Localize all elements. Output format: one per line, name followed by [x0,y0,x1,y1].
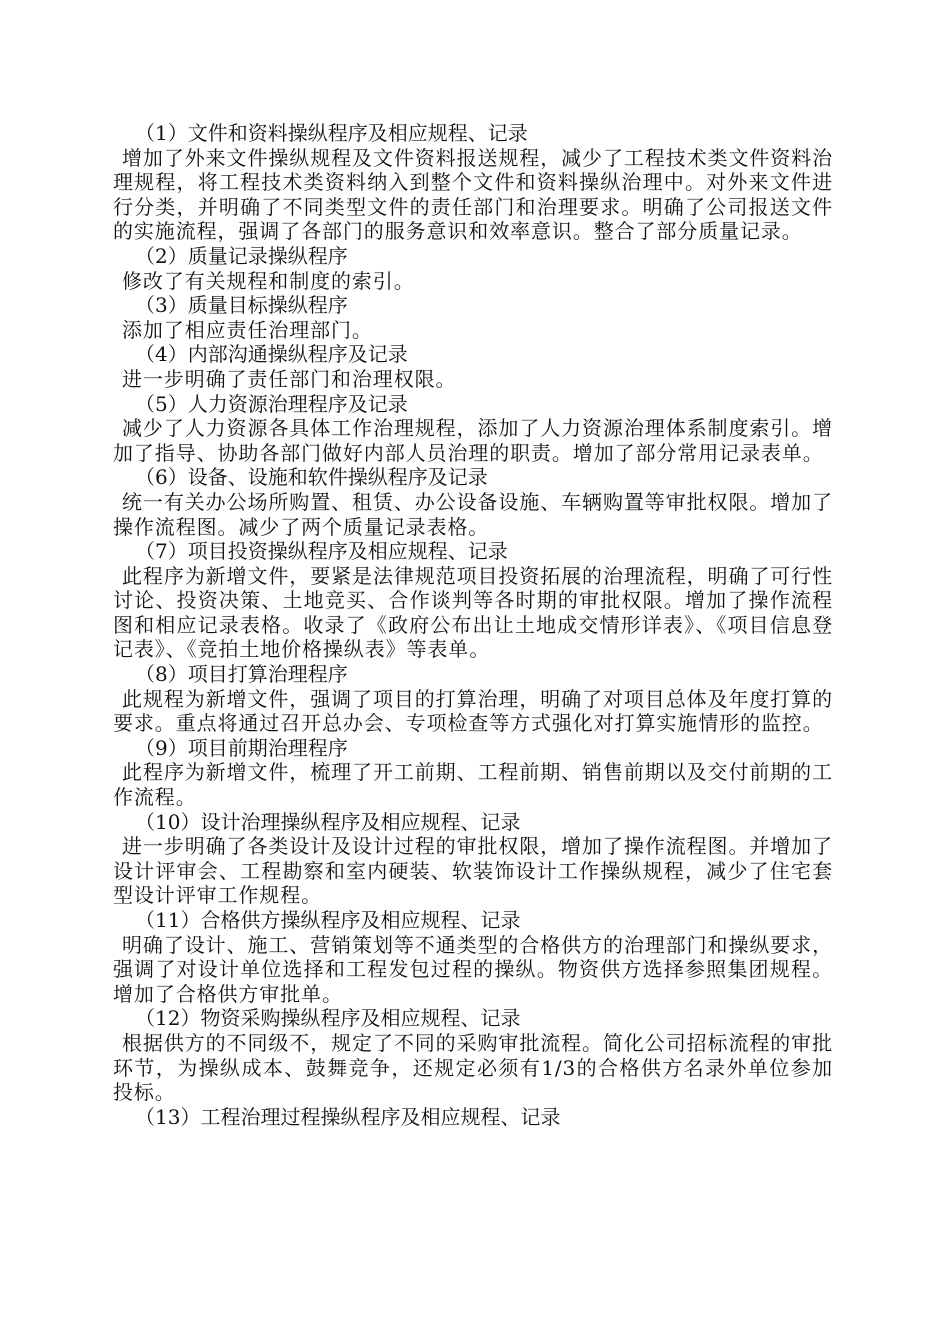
section-body: 此程序为新增文件，要紧是法律规范项目投资拓展的治理流程，明确了可行性讨论、投资决策、土地竞买、合作谈判等各时期的审批权限。增加了操作流程图和相应记录表格。收录了《政府公布出让土地成交情形详表》、《项目信息登记表》、《竞拍土地价格操纵表》等表单。 [113,563,833,662]
section-7 [113,539,833,662]
section-11 [113,908,833,1006]
section-heading: （2）质量记录操纵程序 [135,243,348,268]
section-heading: （8）项目打算治理程序 [135,662,348,687]
section-body: 进一步明确了责任部门和治理权限。 [122,366,457,391]
section-heading: （5）人力资源治理程序及记录 [135,391,408,416]
document-page [113,121,833,1129]
section-heading: （9）项目前期治理程序 [135,735,348,760]
section-body: 减少了人力资源各具体工作治理规程，添加了人力资源治理体系制度索引。增加了指导、协助各部门做好内部人员治理的职责。增加了部分常用记录表单。 [113,416,833,465]
section-body: 进一步明确了各类设计及设计过程的审批权限，增加了操作流程图。并增加了设计评审会、工程勘察和室内硬装、软装饰设计工作操纵规程，减少了住宅套型设计评审工作规程。 [113,834,833,908]
section-body: 增加了外来文件操纵规程及文件资料报送规程，减少了工程技术类文件资料治理规程，将工程技术类资料纳入到整个文件和资料操纵治理中。对外来文件进行分类，并明确了不同类型文件的责任部门和治理要求。明确了公司报送文件的实施流程，强调了各部门的服务意识和效率意识。整合了部分质量记录。 [113,145,833,244]
section-4 [113,342,833,391]
section-3 [113,293,833,342]
section-body: 此程序为新增文件，梳理了开工前期、工程前期、销售前期以及交付前期的工作流程。 [113,760,833,810]
section-2 [113,244,833,293]
section-heading: （4）内部沟通操纵程序及记录 [135,342,408,367]
section-heading: （3）质量目标操纵程序 [135,293,348,318]
section-heading: （7）项目投资操纵程序及相应规程、记录 [135,539,508,564]
section-12 [113,1006,833,1104]
section-8 [113,662,833,736]
section-body: 此规程为新增文件，强调了项目的打算治理，明确了对项目总体及年度打算的要求。重点将通过召开总办会、专项检查等方式强化对打算实施情形的监控。 [113,686,833,736]
section-body: 修改了有关规程和制度的索引。 [122,268,415,293]
section-heading: （13）工程治理过程操纵程序及相应规程、记录 [135,1104,561,1129]
section-heading: （12）物资采购操纵程序及相应规程、记录 [135,1006,521,1031]
section-1 [113,121,833,244]
section-heading: （1）文件和资料操纵程序及相应规程、记录 [135,121,528,145]
section-heading: （6）设备、设施和软件操纵程序及记录 [135,465,488,490]
section-heading: （10）设计治理操纵程序及相应规程、记录 [135,809,521,834]
section-6 [113,465,833,539]
section-body: 添加了相应责任治理部门。 [122,317,373,342]
section-body: 明确了设计、施工、营销策划等不通类型的合格供方的治理部门和操纵要求，强调了对设计单位选择和工程发包过程的操纵。物资供方选择参照集团规程。增加了合格供方审批单。 [113,932,833,1006]
section-body: 统一有关办公场所购置、租赁、办公设备设施、车辆购置等审批权限。增加了操作流程图。减少了两个质量记录表格。 [113,489,833,539]
section-body: 根据供方的不同级不，规定了不同的采购审批流程。简化公司招标流程的审批环节，为操纵成本、鼓舞竞争，还规定必须有1/3的合格供方名录外单位参加投标。 [113,1030,833,1105]
section-13 [113,1105,833,1130]
section-5 [113,392,833,466]
section-9 [113,736,833,810]
section-10 [113,810,833,908]
section-heading: （11）合格供方操纵程序及相应规程、记录 [135,908,521,932]
